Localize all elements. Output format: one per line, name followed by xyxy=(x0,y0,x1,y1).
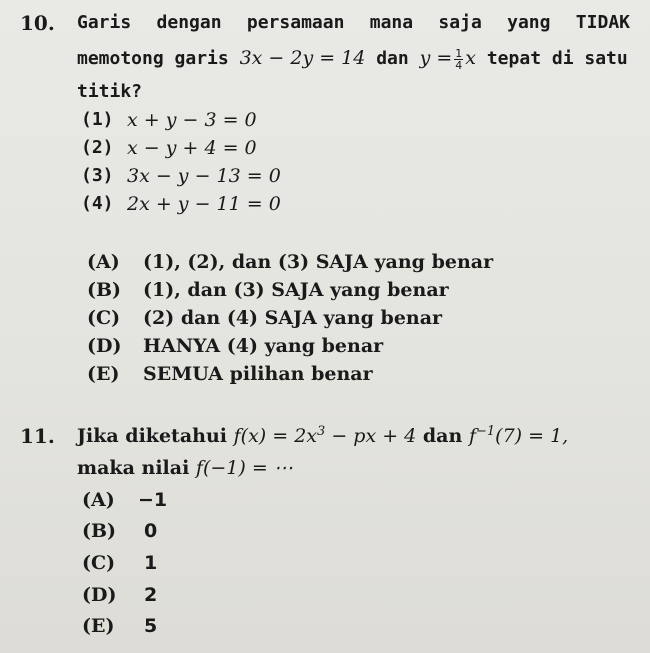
option-value: 2 xyxy=(144,584,158,606)
option-value: 1 xyxy=(144,552,158,574)
statement-expression: x − y + 4 = 0 xyxy=(127,137,257,159)
question-11-option-d[interactable] xyxy=(82,580,157,610)
exponent: 3 xyxy=(317,424,326,439)
statement-label: (3) xyxy=(81,165,114,186)
option-text: (1), (2), dan (3) SAJA yang benar xyxy=(143,251,494,273)
option-label: (A) xyxy=(87,251,120,273)
stem-text: Jika diketahui xyxy=(77,425,227,447)
question-10-option-d[interactable] xyxy=(87,332,383,360)
asked-expression: f(−1) = ⋯ xyxy=(195,457,293,479)
stem-text: dan xyxy=(422,425,463,447)
option-label: (D) xyxy=(82,584,117,606)
option-text: (1), dan (3) SAJA yang benar xyxy=(143,279,449,301)
statement-3 xyxy=(81,163,281,189)
option-label: (A) xyxy=(82,489,115,511)
option-label: (C) xyxy=(82,552,116,574)
option-label: (B) xyxy=(87,279,122,301)
inverse-function-condition xyxy=(469,422,568,450)
question-11-option-c[interactable] xyxy=(82,548,157,578)
equation-rhs: x xyxy=(465,47,476,69)
function-rest: − px + 4 xyxy=(325,425,417,447)
question-10-stem-line-1: Garis dengan persamaan mana saja yang TIDAK xyxy=(77,12,630,33)
inverse-exponent: −1 xyxy=(475,424,496,439)
fraction-numerator: 1 xyxy=(455,46,463,60)
function-base: f(x) = 2x xyxy=(233,425,318,447)
question-11-stem-line-1 xyxy=(77,422,568,450)
fraction-denominator: 4 xyxy=(455,58,463,72)
option-text: SEMUA pilihan benar xyxy=(143,363,373,385)
stem-text: tepat di satu xyxy=(486,48,628,69)
question-10-option-e[interactable] xyxy=(87,360,373,388)
inverse-rest: (7) = 1, xyxy=(495,425,569,447)
option-label: (D) xyxy=(87,335,122,357)
option-text: HANYA (4) yang benar xyxy=(143,335,384,357)
fraction xyxy=(454,48,463,71)
statement-1 xyxy=(81,107,257,133)
option-label: (C) xyxy=(87,307,121,329)
statement-label: (1) xyxy=(81,109,114,130)
stem-text: maka nilai xyxy=(77,457,190,479)
question-11-number: 11. xyxy=(20,424,55,448)
option-label: (E) xyxy=(82,615,115,637)
question-11-option-a[interactable] xyxy=(82,485,167,515)
inverse-f: f xyxy=(468,425,476,447)
option-value: 5 xyxy=(144,615,158,637)
statement-expression: x + y − 3 = 0 xyxy=(127,109,257,131)
question-11-option-e[interactable] xyxy=(82,611,157,641)
equation-line-2 xyxy=(420,46,476,71)
option-value: 0 xyxy=(144,520,158,542)
question-10-number: 10. xyxy=(20,11,55,35)
question-10-option-b[interactable] xyxy=(87,276,449,304)
question-11-option-b[interactable] xyxy=(82,516,157,546)
option-label: (B) xyxy=(82,520,117,542)
question-10-option-a[interactable] xyxy=(87,248,493,276)
option-value: −1 xyxy=(138,489,168,511)
statement-expression: 3x − y − 13 = 0 xyxy=(127,165,281,187)
question-11-stem-line-2 xyxy=(77,454,293,482)
equation-lhs: y = xyxy=(419,47,453,69)
stem-text: memotong garis xyxy=(77,48,229,69)
statement-expression: 2x + y − 11 = 0 xyxy=(127,193,281,215)
question-10-stem-line-3: titik? xyxy=(77,81,143,102)
statement-2 xyxy=(81,135,257,161)
stem-text: dan xyxy=(376,48,409,69)
question-10-stem-line-2 xyxy=(77,46,628,71)
statement-label: (4) xyxy=(81,193,114,214)
equation-line-1: 3x − 2y = 14 xyxy=(239,47,366,69)
option-label: (E) xyxy=(87,363,120,385)
statement-4 xyxy=(81,191,281,217)
option-text: (2) dan (4) SAJA yang benar xyxy=(143,307,443,329)
statement-label: (2) xyxy=(81,137,114,158)
function-definition xyxy=(234,422,417,450)
question-10-option-c[interactable] xyxy=(87,304,442,332)
